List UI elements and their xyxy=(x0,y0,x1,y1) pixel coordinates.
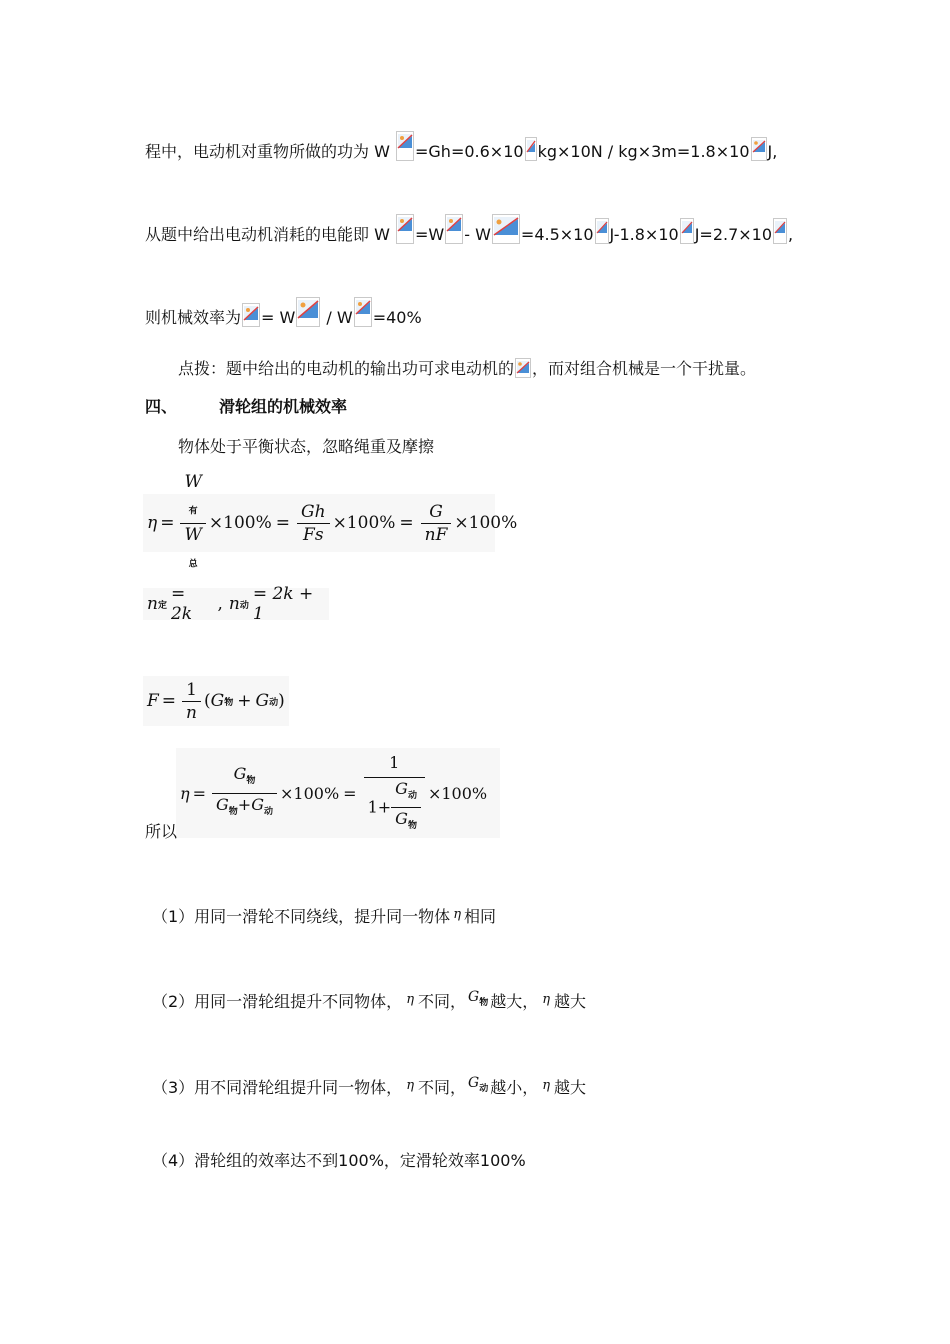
text: - W xyxy=(464,225,491,244)
broken-image-icon xyxy=(680,218,694,244)
fraction xyxy=(180,471,205,575)
symbol: G xyxy=(468,1075,480,1091)
symbol: G xyxy=(210,691,225,711)
text: 越大 xyxy=(554,1078,587,1097)
text: =4.5×10 xyxy=(520,225,594,244)
times-100: ×100% xyxy=(280,783,340,803)
symbol: G xyxy=(216,794,229,814)
subscript: 动 xyxy=(407,791,417,801)
g-weight-symbol xyxy=(468,989,489,1008)
efficiency-line xyxy=(145,297,422,328)
text: 不同， xyxy=(417,1078,466,1097)
eta-symbol: η xyxy=(180,783,190,803)
subscript: 定 xyxy=(157,600,167,611)
fraction xyxy=(182,679,201,724)
section-number: 四、 xyxy=(145,397,178,416)
eta-symbol: η xyxy=(542,1078,551,1093)
section-heading xyxy=(145,397,347,417)
text: J=2.7×10 xyxy=(694,225,773,244)
broken-image-icon xyxy=(595,218,609,244)
intro-line xyxy=(178,437,434,457)
equals-sign: = xyxy=(160,513,175,533)
fraction xyxy=(421,501,452,546)
text: 相同 xyxy=(463,907,496,926)
text: 从题中给出电动机消耗的电能即 W xyxy=(145,225,395,244)
subscript: 物 xyxy=(479,997,489,1008)
subscript: 物 xyxy=(228,806,238,817)
equals-sign: = xyxy=(343,783,357,803)
text: 越大 xyxy=(554,992,587,1011)
times-100: ×100% xyxy=(332,513,396,533)
eta-symbol: η xyxy=(406,1078,414,1093)
broken-image-icon xyxy=(296,297,320,327)
efficiency-weight-formula xyxy=(176,748,500,838)
text: , xyxy=(788,225,794,244)
text: ，而对组合机械是一个干扰量。 xyxy=(532,359,757,378)
denominator: nF xyxy=(424,524,448,545)
broken-image-icon xyxy=(515,358,531,378)
text: =W xyxy=(415,225,445,244)
times-100: ×100% xyxy=(427,783,488,803)
numerator: Gh xyxy=(297,501,330,524)
text: =40% xyxy=(372,308,422,327)
text: 不同， xyxy=(417,992,466,1011)
symbol: G xyxy=(395,809,408,828)
text: = W xyxy=(261,308,296,327)
symbol: W xyxy=(184,524,202,545)
subscript: 有 xyxy=(188,506,198,517)
plus: + xyxy=(237,794,252,814)
text: 物体处于平衡状态，忽略绳重及摩擦 xyxy=(178,437,435,456)
text: （3）用不同滑轮组提升同一物体， xyxy=(152,1078,403,1097)
fraction xyxy=(212,763,277,822)
subscript: 动 xyxy=(263,806,273,817)
subscript: 动 xyxy=(269,697,279,708)
force-formula xyxy=(143,676,289,726)
subscript: 物 xyxy=(407,821,417,832)
plus: + xyxy=(237,691,252,711)
comma: , xyxy=(217,594,223,614)
subscript: 物 xyxy=(224,697,234,708)
symbol: n xyxy=(228,594,240,614)
symbol: G xyxy=(255,691,270,711)
text: 所以 xyxy=(145,822,178,841)
text: / W xyxy=(321,308,353,327)
list-item xyxy=(152,987,586,1013)
list-item xyxy=(152,1073,586,1099)
g-moving-symbol xyxy=(468,1075,489,1094)
broken-image-icon xyxy=(396,214,414,244)
paren: ( xyxy=(204,691,211,711)
symbol: G xyxy=(468,989,480,1005)
text: kg×10N / kg×3m=1.8×10 xyxy=(537,142,750,161)
eta-symbol: η xyxy=(406,992,414,1007)
broken-image-icon xyxy=(773,218,787,244)
one-plus: 1+ xyxy=(367,797,392,817)
list-item xyxy=(152,1151,526,1171)
eta-symbol: η xyxy=(147,513,158,533)
text: J-1.8×10 xyxy=(609,225,679,244)
symbol: W xyxy=(184,472,202,493)
rope-count-formula xyxy=(143,584,329,624)
equals-sign: = xyxy=(192,783,206,803)
broken-image-icon xyxy=(396,131,414,161)
denominator: Fs xyxy=(303,524,324,545)
text: （2）用同一滑轮组提升不同物体， xyxy=(152,992,403,1011)
broken-image-icon xyxy=(354,297,372,327)
broken-image-icon xyxy=(492,214,520,244)
text: 越大， xyxy=(490,992,539,1011)
text: =Gh=0.6×10 xyxy=(415,142,524,161)
text: 点拨：题中给出的电动机的输出功可求电动机的 xyxy=(178,359,515,378)
broken-image-icon xyxy=(445,214,463,244)
suoyi-line xyxy=(145,822,177,842)
symbol: G xyxy=(251,794,264,814)
equals-sign: = xyxy=(275,513,291,533)
efficiency-formula xyxy=(143,472,518,569)
fraction xyxy=(364,749,425,837)
broken-image-icon xyxy=(525,137,537,161)
text: 则机械效率为 xyxy=(145,308,242,327)
text: J, xyxy=(767,142,778,161)
denominator: n xyxy=(186,702,197,723)
expression: = 2k xyxy=(170,584,193,624)
symbol: F xyxy=(147,691,159,711)
list-item xyxy=(152,905,496,927)
times-100: ×100% xyxy=(208,513,272,533)
symbol: G xyxy=(233,764,247,784)
subscript: 总 xyxy=(188,558,198,569)
inner-fraction xyxy=(391,778,421,837)
symbol: n xyxy=(147,594,158,614)
text: （1）用同一滑轮不同绕线，提升同一物体 xyxy=(152,907,451,926)
subscript: 动 xyxy=(479,1083,489,1094)
paren: ) xyxy=(278,691,285,711)
subscript: 物 xyxy=(246,776,256,787)
symbol: G xyxy=(395,778,408,798)
section-title: 滑轮组的机械效率 xyxy=(219,397,348,416)
numerator: 1 xyxy=(182,679,201,702)
text: 程中，电动机对重物所做的功为 W xyxy=(145,142,395,161)
expression: = 2k + 1 xyxy=(252,584,314,624)
work-by-motor-line xyxy=(145,131,777,162)
times-100: ×100% xyxy=(454,513,518,533)
subscript: 动 xyxy=(239,600,249,611)
text: （4）滑轮组的效率达不到100%，定滑轮效率100% xyxy=(152,1151,526,1170)
fraction xyxy=(297,501,330,546)
text: 越小， xyxy=(490,1078,539,1097)
equals-sign: = xyxy=(399,513,414,533)
hint-line xyxy=(178,358,756,379)
equals-sign: = xyxy=(161,691,177,711)
numerator: 1 xyxy=(364,749,425,778)
numerator: G xyxy=(421,501,452,524)
broken-image-icon xyxy=(751,137,767,161)
eta-symbol: η xyxy=(453,907,461,922)
broken-image-icon xyxy=(242,303,260,327)
eta-symbol: η xyxy=(542,992,551,1007)
electric-energy-line xyxy=(145,214,793,245)
